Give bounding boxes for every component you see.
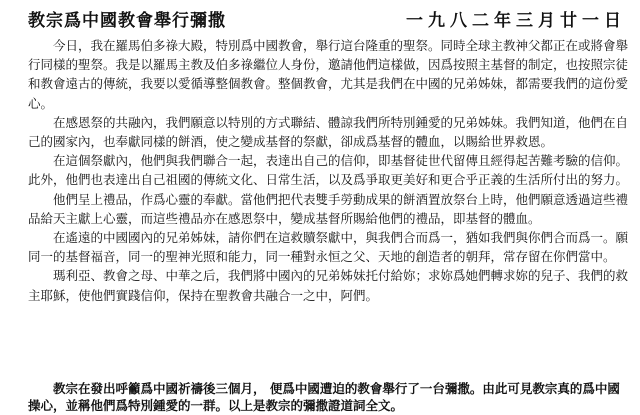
closing-note: 教宗在發出呼籲爲中國祈禱後三個月， 便爲中國遭迫的教會舉行了一台彌撒。由此可見教宗真的爲中國操心，並稱他們爲特別鍾愛的一群。以上是教宗的彌撒證道詞全文。 — [28, 381, 620, 413]
document-header — [28, 6, 628, 30]
paragraph: 瑪利亞、教會之母、中華之后，我們將中國內的兄弟姊妹托付給妳；求妳爲她們轉求妳的兒子、我們的救主耶穌，使他們實踐信仰，保持在聖教會共融合一之中，阿們。 — [28, 268, 629, 303]
document-title: 教宗爲中國教會舉行彌撒 — [28, 11, 226, 31]
paragraph: 在感恩祭的共融內，我們願意以特別的方式聯結、體諒我們所特別鍾愛的兄弟姊妹。我們知道，他們在自己的國家內，也奉獻同樣的餅酒，使之變成基督的祭獻，卻成爲基督的體血，以賜給世界救恩。 — [28, 114, 629, 150]
paragraph: 今日，我在羅馬伯多祿大殿，特別爲中國教會，舉行這台隆重的聖祭。同時全球主教神父都正在或將會舉行同樣的聖祭。我是以羅馬主教及伯多祿繼位人身份，邀請他們這樣做，因爲按照主基督的制定，也按照宗徒和教會遠古的傳統，我要以愛循導整個教會。整個教會，尤其是我們在中國的兄弟姊妹，都需要我們的這份愛心。 — [28, 38, 629, 111]
paragraph: 他們呈上禮品，作爲心靈的奉獻。當他們把代表雙手勞動成果的餅酒置放祭台上時，他們願意透過這些禮品給天主獻上心靈，而這些禮品亦在感恩祭中，變成基督所賜給他們的禮品，即基督的體血。 — [28, 191, 629, 226]
document-date: 一九八二年三月廿一日 — [406, 11, 626, 31]
homily-text — [28, 36, 628, 305]
paragraph: 在這個祭獻內，他們與我們聯合一起，表達出自己的信仰，即基督徒世代留傳且經得起苦難考驗的信仰。此外，他們也表達出自己祖國的傳統文化、日常生活，以及爲爭取更美好和更合乎正義的生活所付出的努力。 — [28, 153, 629, 188]
paragraph: 在遙遠的中國國內的兄弟姊妹，請你們在這救贖祭獻中，與我們合而爲一，猶如我們與你們合而爲一。願同一的基督福音，同一的聖神光照和能力，同一種對永恒之父、天地的創造者的朝拜，常存留在你們當中。 — [28, 230, 629, 265]
